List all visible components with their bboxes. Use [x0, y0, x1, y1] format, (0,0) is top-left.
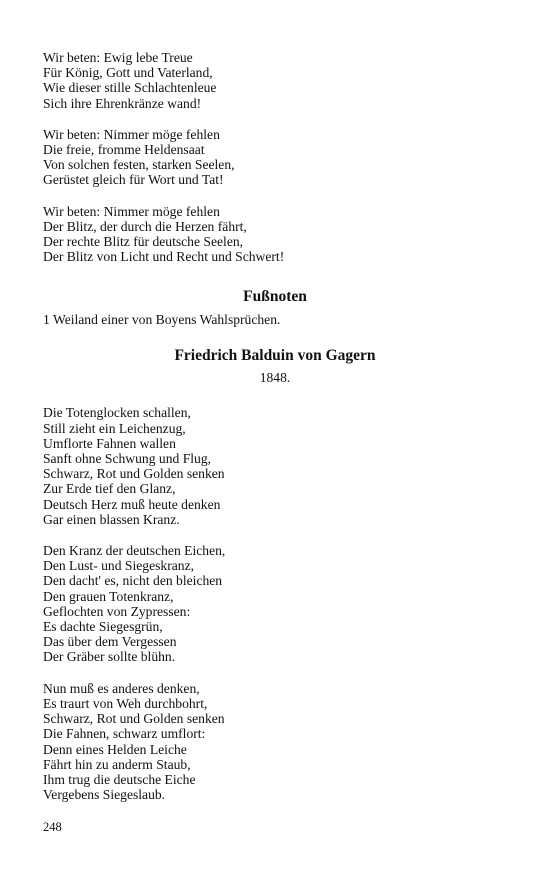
verse-line: Sanft ohne Schwung und Flug, — [43, 451, 212, 467]
verse-line: Der Blitz von Licht und Recht und Schwert! — [43, 249, 285, 265]
verse-line: Das über dem Vergessen — [43, 634, 177, 650]
verse-line: Deutsch Herz muß heute denken — [43, 496, 221, 512]
verse-line: Schwarz, Rot und Golden senken — [43, 466, 225, 482]
verse-line: Umflorte Fahnen wallen — [43, 435, 176, 451]
page-number: 248 — [43, 820, 62, 834]
verse-line: Der rechte Blitz für deutsche Seelen, — [43, 234, 244, 250]
verse-line: Die freie, fromme Heldensaat — [43, 142, 205, 158]
poem-date: 1848. — [259, 370, 291, 386]
verse-line: Gerüstet gleich für Wort und Tat! — [43, 172, 224, 188]
page-content — [43, 50, 507, 802]
verse-line: Zur Erde tief den Glanz, — [43, 481, 176, 497]
verse-line: Sich ihre Ehrenkränze wand! — [43, 95, 202, 111]
verse-line: Schwarz, Rot und Golden senken — [43, 711, 225, 727]
stanza — [43, 681, 507, 803]
verse-line: Fährt hin zu anderm Staub, — [43, 756, 191, 772]
footnote: 1 Weiland einer von Boyens Wahlsprüchen. — [43, 312, 281, 328]
verse-line: Den Lust- und Siegeskranz, — [43, 558, 195, 574]
verse-line: Von solchen festen, starken Seelen, — [43, 157, 235, 173]
verse-line: Den dacht' es, nicht den bleichen — [43, 573, 223, 589]
verse-line: Den grauen Totenkranz, — [43, 588, 174, 604]
stanza — [43, 127, 507, 188]
stanza — [43, 405, 507, 527]
verse-line: Gar einen blassen Kranz. — [43, 511, 180, 527]
verse-line: Für König, Gott und Vaterland, — [43, 65, 213, 81]
verse-line: Es dachte Siegesgrün, — [43, 619, 163, 635]
verse-line: Still zieht ein Leichenzug, — [43, 420, 186, 436]
verse-line: Ihm trug die deutsche Eiche — [43, 771, 196, 787]
poem-1 — [43, 50, 507, 264]
poem-2 — [43, 405, 507, 802]
verse-line: Die Totenglocken schallen, — [43, 405, 191, 421]
stanza — [43, 543, 507, 665]
verse-line: Es traurt von Weh durchbohrt, — [43, 695, 208, 711]
verse-line: Der Blitz, der durch die Herzen fährt, — [43, 218, 247, 234]
verse-line: Geflochten von Zypressen: — [43, 603, 191, 619]
verse-line: Wir beten: Nimmer möge fehlen — [43, 203, 220, 219]
verse-line: Den Kranz der deutschen Eichen, — [43, 543, 226, 559]
verse-line: Wie dieser stille Schlachtenleue — [43, 80, 217, 96]
verse-line: Denn eines Helden Leiche — [43, 741, 187, 757]
footnotes-heading: Fußnoten — [243, 288, 307, 306]
verse-line: Wir beten: Ewig lebe Treue — [43, 50, 193, 65]
poem-title: Friedrich Balduin von Gagern — [174, 347, 376, 365]
verse-line: Wir beten: Nimmer möge fehlen — [43, 126, 220, 142]
stanza — [43, 204, 507, 265]
verse-line: Der Gräber sollte blühn. — [43, 649, 176, 665]
verse-line: Nun muß es anderes denken, — [43, 680, 200, 696]
verse-line: Vergebens Siegeslaub. — [43, 787, 166, 803]
verse-line: Die Fahnen, schwarz umflort: — [43, 726, 206, 742]
stanza — [43, 50, 507, 111]
